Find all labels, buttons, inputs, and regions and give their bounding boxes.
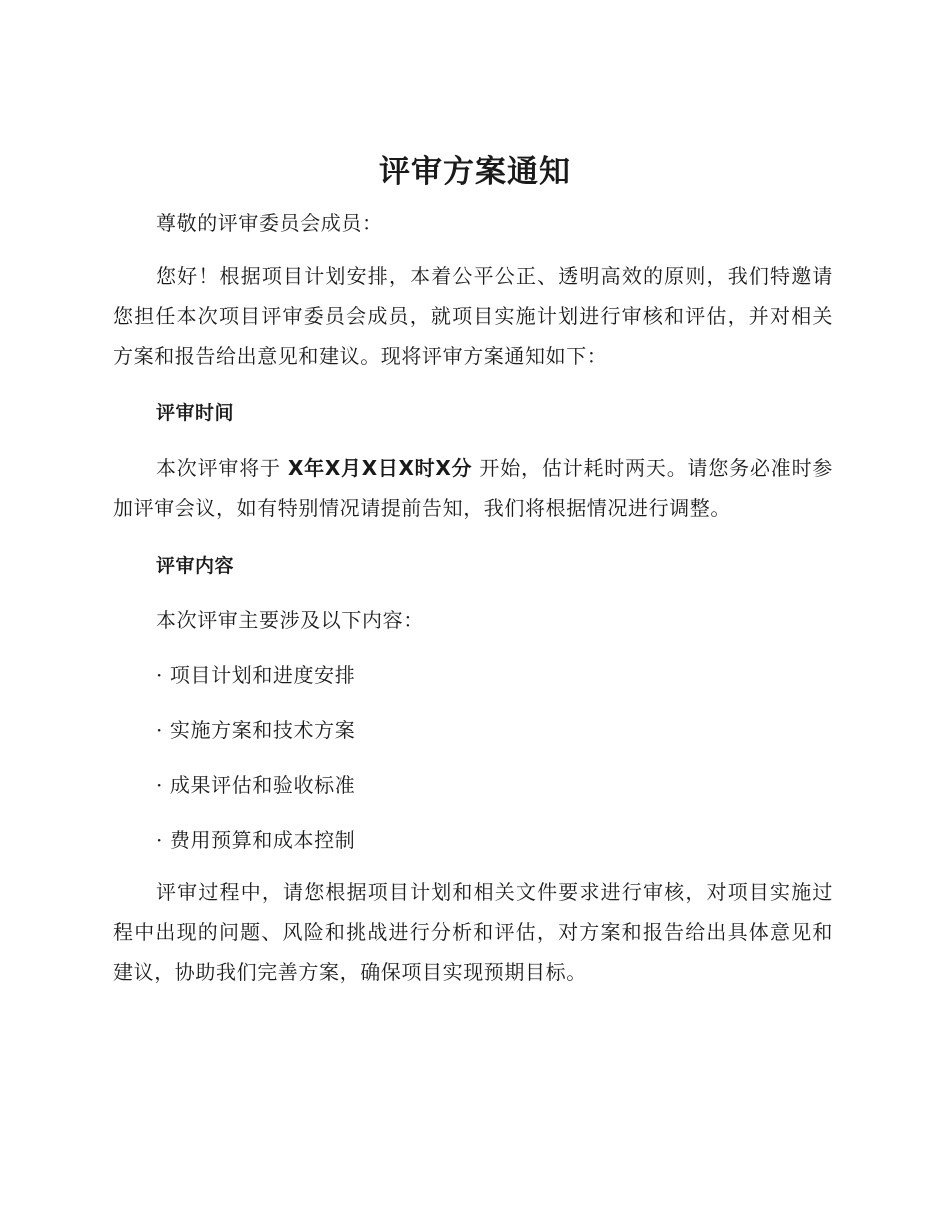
- document-title: 评审方案通知: [379, 154, 571, 190]
- list-item: · 费用预算和成本控制: [156, 828, 356, 852]
- section-heading-time: 评审时间: [156, 402, 235, 424]
- time-value: X年X月X日X时X分: [288, 456, 473, 480]
- content-lead: 本次评审主要涉及以下内容：: [156, 608, 424, 632]
- section-heading-content: 评审内容: [156, 555, 235, 577]
- salutation: 尊敬的评审委员会成员：: [156, 211, 383, 235]
- list-item: · 实施方案和技术方案: [156, 718, 356, 742]
- time-text-after: 开始，估计耗时两天。请您务必准时参加评审会议，如有特别情况请提前告知，我们将根据情况进行调整。: [113, 456, 833, 520]
- time-text-before: 本次评审将于: [156, 456, 289, 480]
- time-paragraph: [113, 448, 833, 528]
- closing-paragraph: 评审过程中，请您根据项目计划和相关文件要求进行审核，对项目实施过程中出现的问题、风险和挑战进行分析和评估，对方案和报告给出具体意见和建议，协助我们完善方案，确保项目实现预期目标。: [113, 880, 833, 984]
- intro-paragraph: 您好！根据项目计划安排，本着公平公正、透明高效的原则，我们特邀请您担任本次项目评审委员会成员，就项目实施计划进行审核和评估，并对相关方案和报告给出意见和建议。现将评审方案通知如下：: [113, 264, 833, 368]
- list-item: · 成果评估和验收标准: [156, 773, 356, 797]
- list-item: · 项目计划和进度安排: [156, 663, 356, 687]
